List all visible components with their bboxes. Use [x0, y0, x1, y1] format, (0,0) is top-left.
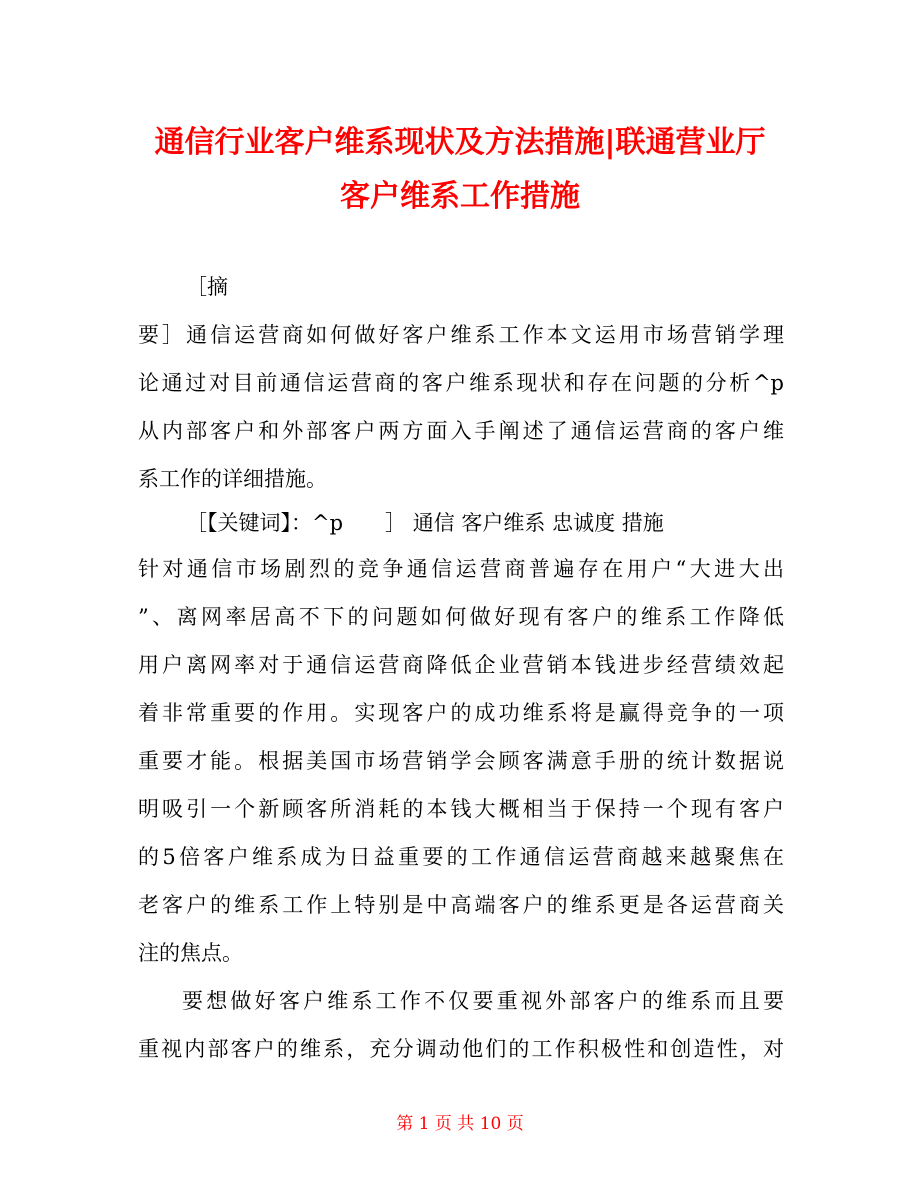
keywords-line: ［【关键词】：^p ］ 通信 客户维系 忠诚度 措施	[186, 511, 664, 535]
abstract-line: 系工作的详细措施。	[138, 467, 327, 491]
body-paragraph-line: 的5倍客户维系成为日益重要的工作通信运营商越来越聚焦在	[138, 845, 784, 869]
document-title-line-2: 客户维系工作措施	[340, 179, 580, 214]
body-paragraph-line: ”、离网率居高不下的问题如何做好现有客户的维系工作降低	[138, 605, 784, 629]
abstract-line: 从内部客户和外部客户两方面入手阐述了通信运营商的客户维	[138, 419, 784, 443]
body-paragraph-line: 着非常重要的作用。实现客户的成功维系将是赢得竞争的一项	[138, 701, 784, 725]
abstract-line: 要］通信运营商如何做好客户维系工作本文运用市场营销学理	[138, 323, 784, 347]
body-paragraph-line: 用户离网率对于通信运营商降低企业营销本钱进步经营绩效起	[138, 653, 784, 677]
abstract-label-start: ［摘	[186, 275, 228, 299]
body-paragraph-line: 重视内部客户的维系，充分调动他们的工作积极性和创造性，对	[138, 1037, 784, 1061]
abstract-line: 论通过对目前通信运营商的客户维系现状和存在问题的分析^p	[138, 371, 784, 395]
page-number-footer: 第 1 页 共 10 页	[396, 1114, 524, 1134]
body-paragraph-line: 注的焦点。	[138, 941, 243, 965]
body-paragraph-line: 老客户的维系工作上特别是中高端客户的维系更是各运营商关	[138, 893, 784, 917]
document-title-line-1: 通信行业客户维系现状及方法措施|联通营业厅	[154, 125, 766, 160]
body-paragraph-line: 重要才能。根据美国市场营销学会顾客满意手册的统计数据说	[138, 749, 784, 773]
body-paragraph-line: 明吸引一个新顾客所消耗的本钱大概相当于保持一个现有客户	[138, 797, 784, 821]
body-paragraph-line: 针对通信市场剧烈的竞争通信运营商普遍存在用户“大进大出	[138, 557, 784, 581]
body-paragraph-line: 要想做好客户维系工作不仅要重视外部客户的维系而且要	[182, 989, 784, 1013]
